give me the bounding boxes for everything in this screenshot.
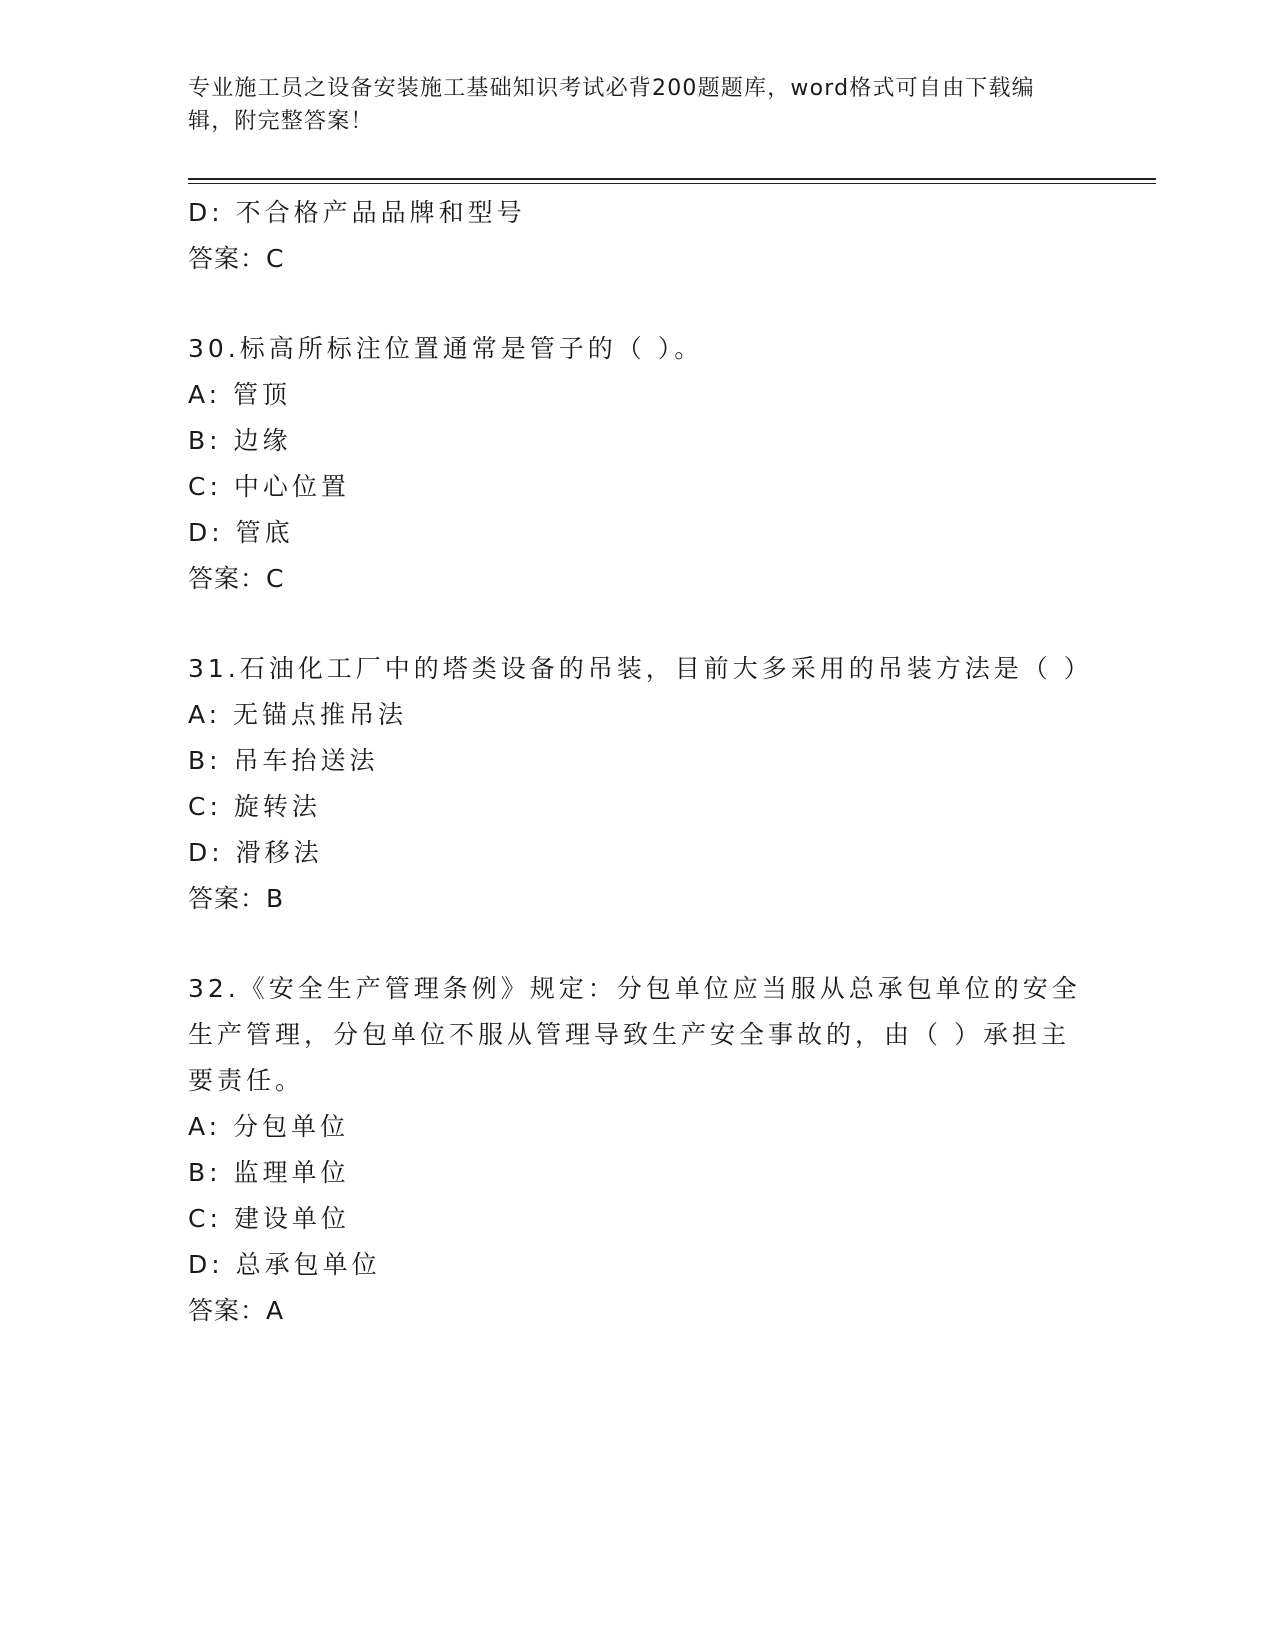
header-divider-thin (188, 183, 1156, 184)
question-stem: 31.石油化工厂中的塔类设备的吊装，目前大多采用的吊装方法是（ ） (188, 654, 1093, 683)
option-a: A: 分包单位 (188, 1112, 350, 1141)
answer: 答案：C (188, 564, 285, 593)
option-d: D: 管底 (188, 518, 294, 547)
answer: 答案：C (188, 244, 285, 273)
header-divider (188, 178, 1156, 180)
option-a: A: 管顶 (188, 380, 292, 409)
option-d: D: 滑移法 (188, 838, 323, 867)
question-30 (188, 326, 1088, 602)
option-a: A: 无锚点推吊法 (188, 700, 408, 729)
question-stem: 30.标高所标注位置通常是管子的（ ）。 (188, 334, 704, 363)
question-stem: 32.《安全生产管理条例》规定：分包单位应当服从总承包单位的安全生产管理，分包单位不服从管理导致生产安全事故的，由（ ）承担主要责任。 (188, 974, 1081, 1095)
question-32 (188, 966, 1088, 1334)
option-d: D: 不合格产品品牌和型号 (188, 198, 526, 227)
option-b: B: 边缘 (188, 426, 292, 455)
option-b: B: 监理单位 (188, 1158, 350, 1187)
option-c: C: 旋转法 (188, 792, 321, 821)
answer: 答案：A (188, 1296, 285, 1325)
option-c: C: 建设单位 (188, 1204, 350, 1233)
question-31 (188, 646, 1093, 922)
option-b: B: 吊车抬送法 (188, 746, 379, 775)
document-header: 专业施工员之设备安装施工基础知识考试必背200题题库，word格式可自由下载编辑，附完整答案！ (188, 76, 1035, 134)
option-c: C: 中心位置 (188, 472, 350, 501)
document-body (188, 190, 1093, 1334)
option-d: D: 总承包单位 (188, 1250, 381, 1279)
answer: 答案：B (188, 884, 285, 913)
